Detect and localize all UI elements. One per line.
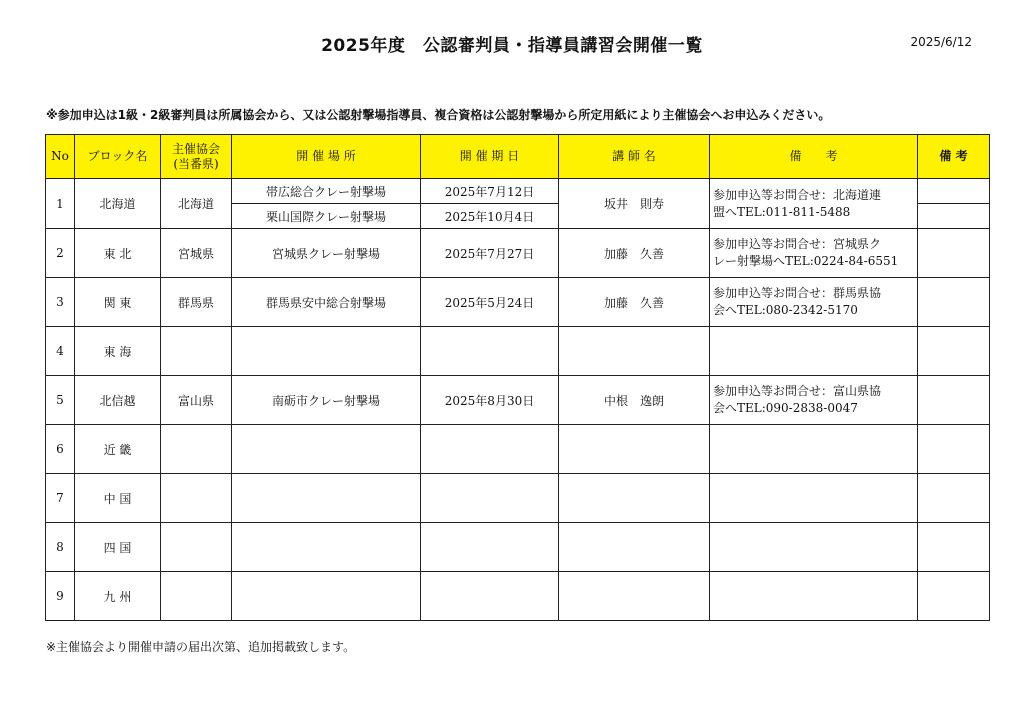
- row-block: 九 州: [75, 572, 161, 621]
- row-host: [161, 523, 232, 572]
- row-period: [421, 572, 559, 621]
- table-row: [46, 229, 990, 278]
- row-no: 6: [46, 425, 75, 474]
- table-header-row: [46, 135, 990, 179]
- table-row: [46, 474, 990, 523]
- row-instructor: 中根 逸朗: [559, 376, 710, 425]
- row-instructor: [559, 474, 710, 523]
- header-period: 開 催 期 日: [421, 135, 559, 179]
- header-block: ブロック名: [75, 135, 161, 179]
- row-instructor: 加藤 久善: [559, 278, 710, 327]
- row-venue: 群馬県安中総合射撃場: [232, 278, 421, 327]
- row-remarks-line2: 会へTEL:090-2838-0047: [713, 401, 858, 415]
- row-block: 中 国: [75, 474, 161, 523]
- row-period: [421, 474, 559, 523]
- row-remarks-line2: 盟へTEL:011-811-5488: [713, 204, 851, 219]
- row-no: 3: [46, 278, 75, 327]
- row-remarks: [710, 376, 918, 425]
- row-block: 東 海: [75, 327, 161, 376]
- table-row: [46, 179, 990, 204]
- row-block: 北海道: [75, 179, 161, 229]
- row-no: 4: [46, 327, 75, 376]
- row-remarks-line1: 参加申込等お問合せ：宮城県ク: [713, 237, 882, 251]
- row-venue: [232, 523, 421, 572]
- table-row: [46, 572, 990, 621]
- row-remarks-line1: 参加申込等お問合せ：群馬県協: [713, 286, 882, 300]
- row-host: 北海道: [161, 179, 232, 229]
- row-venue: 南砺市クレー射撃場: [232, 376, 421, 425]
- row-host: [161, 474, 232, 523]
- header-remarks: 備 考: [710, 135, 918, 179]
- row-remarks: [710, 278, 918, 327]
- row-venue: 帯広総合クレー射撃場: [232, 179, 421, 204]
- row-host: [161, 327, 232, 376]
- table-row: [46, 278, 990, 327]
- row-remarks-line2: レー射撃場へTEL:0224-84-6551: [713, 254, 899, 268]
- row-extra: [918, 229, 990, 278]
- header-host: [161, 135, 232, 179]
- header-instructor: 講 師 名: [559, 135, 710, 179]
- row-no: 5: [46, 376, 75, 425]
- row-venue: [232, 425, 421, 474]
- row-extra: [918, 523, 990, 572]
- row-remarks-line1: 参加申込等お問合せ：富山県協: [713, 384, 882, 398]
- row-block: 四 国: [75, 523, 161, 572]
- row-period: [421, 425, 559, 474]
- row-venue: 宮城県クレー射撃場: [232, 229, 421, 278]
- row-host: 群馬県: [161, 278, 232, 327]
- row-instructor: [559, 327, 710, 376]
- header-host-line1: 主催協会: [171, 141, 220, 156]
- header-venue: 開 催 場 所: [232, 135, 421, 179]
- table-row: [46, 523, 990, 572]
- row-instructor: [559, 425, 710, 474]
- row-venue: [232, 474, 421, 523]
- row-extra: [918, 474, 990, 523]
- header-remarks-2: 備 考: [918, 135, 990, 179]
- header-host-line2: (当番県): [173, 156, 219, 171]
- schedule-table: [45, 134, 990, 621]
- row-remarks: [710, 474, 918, 523]
- header-no: No: [46, 135, 75, 179]
- row-instructor: 坂井 則寿: [559, 179, 710, 229]
- row-period: [421, 523, 559, 572]
- row-instructor: [559, 572, 710, 621]
- page-title: 2025年度 公認審判員・指導員講習会開催一覧: [321, 36, 703, 56]
- row-venue: [232, 327, 421, 376]
- row-venue: [232, 572, 421, 621]
- document-date: 2025/6/12: [910, 35, 972, 49]
- row-block: 北信越: [75, 376, 161, 425]
- row-instructor: 加藤 久善: [559, 229, 710, 278]
- additional-listing-note: ※主催協会より開催申請の届出次第、追加掲載致します。: [46, 640, 356, 654]
- row-venue: 栗山国際クレー射撃場: [232, 204, 421, 229]
- row-remarks: [710, 229, 918, 278]
- row-extra: [918, 425, 990, 474]
- row-block: 近 畿: [75, 425, 161, 474]
- row-no: 1: [46, 179, 75, 229]
- row-extra: [918, 278, 990, 327]
- row-period: [421, 327, 559, 376]
- application-note: ※参加申込は1級・2級審判員は所属協会から、又は公認射撃場指導員、複合資格は公認射撃場から所定用紙により主催協会へお申込みください。: [46, 108, 831, 122]
- table-row: [46, 327, 990, 376]
- row-remarks-line1: 参加申込等お問合せ：北海道連: [713, 187, 882, 202]
- row-remarks: [710, 327, 918, 376]
- row-no: 7: [46, 474, 75, 523]
- row-block: 関 東: [75, 278, 161, 327]
- row-host: 富山県: [161, 376, 232, 425]
- row-extra: [918, 376, 990, 425]
- row-no: 8: [46, 523, 75, 572]
- row-period: 2025年5月24日: [421, 278, 559, 327]
- row-remarks: [710, 523, 918, 572]
- row-remarks: [710, 425, 918, 474]
- row-no: 2: [46, 229, 75, 278]
- row-remarks-line2: 会へTEL:080-2342-5170: [713, 303, 858, 317]
- row-period: 2025年8月30日: [421, 376, 559, 425]
- table-row: [46, 376, 990, 425]
- row-period: 2025年10月4日: [421, 204, 559, 229]
- row-host: [161, 572, 232, 621]
- table-row: [46, 425, 990, 474]
- row-host: [161, 425, 232, 474]
- row-block: 東 北: [75, 229, 161, 278]
- row-period: 2025年7月27日: [421, 229, 559, 278]
- row-extra: [918, 572, 990, 621]
- row-remarks: [710, 179, 918, 229]
- row-extra: [918, 204, 990, 229]
- row-extra: [918, 179, 990, 204]
- row-remarks: [710, 572, 918, 621]
- row-host: 宮城県: [161, 229, 232, 278]
- row-instructor: [559, 523, 710, 572]
- row-no: 9: [46, 572, 75, 621]
- row-extra: [918, 327, 990, 376]
- row-period: 2025年7月12日: [421, 179, 559, 204]
